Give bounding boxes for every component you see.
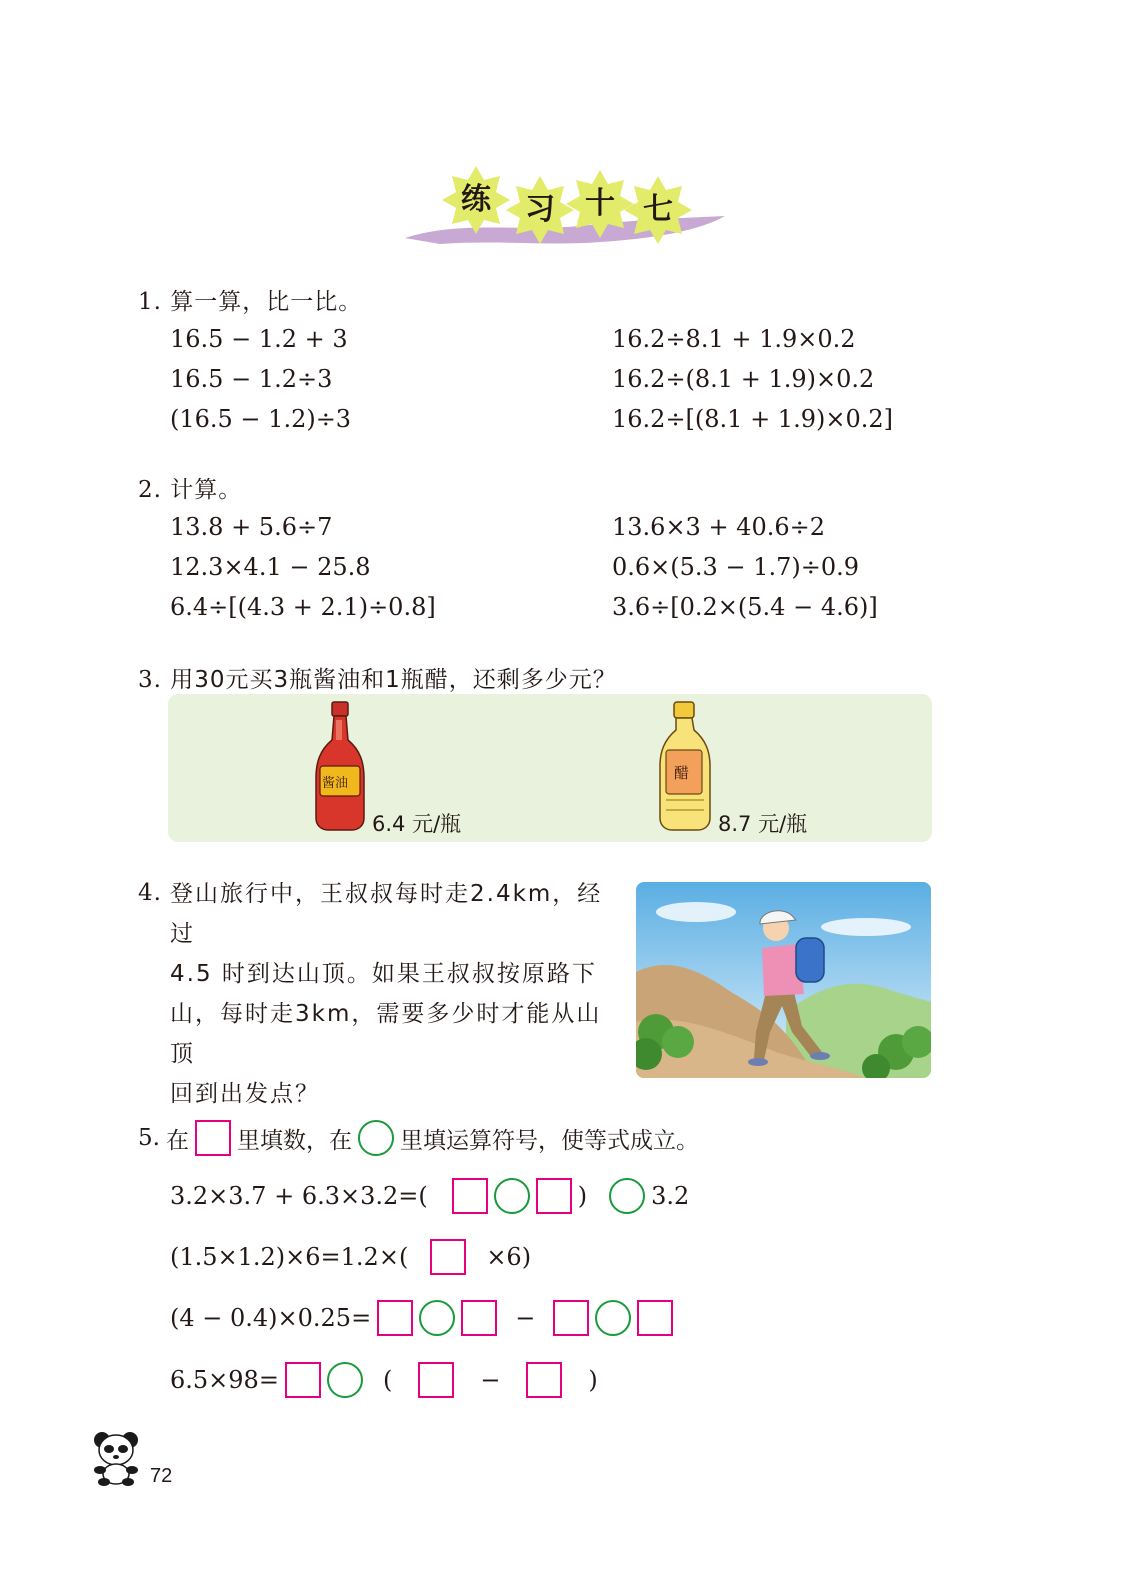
number-box[interactable] — [461, 1300, 497, 1336]
number-box[interactable] — [285, 1362, 321, 1398]
page-number: 72 — [150, 1465, 173, 1487]
operator-circle[interactable] — [595, 1300, 631, 1336]
q5-row4-close: ) — [588, 1366, 598, 1394]
number-box-legend — [195, 1120, 231, 1156]
soy-sauce-bottle-icon — [312, 700, 368, 832]
q2-left-3: 6.4÷[(4.3 + 2.1)÷0.8] — [170, 593, 436, 621]
q4-line-3: 山，每时走3km，需要多少时才能从山顶 — [170, 1001, 602, 1067]
q1-right-3: 16.2÷[(8.1 + 1.9)×0.2] — [612, 405, 893, 433]
q2-left-1: 13.8 + 5.6÷7 — [170, 513, 333, 541]
q2-number: 2. — [138, 477, 162, 503]
q3-heading — [138, 661, 617, 694]
number-box[interactable] — [452, 1178, 488, 1214]
hiker-illustration — [636, 882, 931, 1078]
q5-row3-minus: − — [515, 1304, 536, 1332]
operator-circle[interactable] — [609, 1178, 645, 1214]
q5-heading — [138, 1120, 699, 1156]
title-char-3: 十 — [585, 186, 615, 221]
q1-prompt: 算一算，比一比。 — [170, 289, 363, 315]
q1-heading — [138, 283, 362, 316]
soy-sauce-price: 6.4 元/瓶 — [372, 812, 462, 836]
q2-right-3: 3.6÷[0.2×(5.4 − 4.6)] — [612, 593, 878, 621]
vinegar-label: 醋 — [674, 764, 690, 782]
number-box[interactable] — [377, 1300, 413, 1336]
q2-heading — [138, 471, 242, 504]
q4-number: 4. — [138, 880, 162, 906]
q5-row4-lhs: 6.5×98= — [170, 1366, 279, 1394]
panda-icon — [90, 1428, 142, 1486]
operator-circle[interactable] — [494, 1178, 530, 1214]
q5-row4-minus: − — [480, 1366, 501, 1394]
number-box[interactable] — [418, 1362, 454, 1398]
q5-prompt-c: 里填运算符号，使等式成立。 — [399, 1127, 699, 1154]
q5-row-1 — [170, 1178, 689, 1214]
q5-row1-lhs: 3.2×3.7 + 6.3×3.2=( — [170, 1182, 428, 1210]
operator-circle[interactable] — [419, 1300, 455, 1336]
title-char-1: 练 — [461, 182, 491, 217]
q2-left-2: 12.3×4.1 − 25.8 — [170, 553, 371, 581]
number-box[interactable] — [430, 1239, 466, 1275]
operator-circle-legend — [358, 1120, 394, 1156]
operator-circle[interactable] — [327, 1362, 363, 1398]
number-box[interactable] — [637, 1300, 673, 1336]
q4-line-4: 回到出发点？ — [170, 1081, 320, 1107]
q1-number: 1. — [138, 289, 162, 315]
q5-row2-tail: ×6) — [486, 1243, 532, 1271]
q3-panel — [168, 694, 932, 842]
q4-text — [170, 874, 620, 1114]
q1-right-1: 16.2÷8.1 + 1.9×0.2 — [612, 325, 856, 353]
title-char-2: 习 — [525, 192, 555, 227]
q5-row2-lhs: (1.5×1.2)×6=1.2×( — [170, 1243, 409, 1271]
q3-prompt: 用30元买3瓶酱油和1瓶醋，还剩多少元？ — [170, 667, 617, 693]
q2-right-2: 0.6×(5.3 − 1.7)÷0.9 — [612, 553, 859, 581]
q5-number: 5. — [138, 1125, 160, 1151]
q1-left-1: 16.5 − 1.2 + 3 — [170, 325, 348, 353]
q5-row3-lhs: (4 − 0.4)×0.25= — [170, 1304, 372, 1332]
q5-row-3 — [170, 1300, 673, 1336]
q5-row1-tail: 3.2 — [651, 1182, 690, 1210]
q1-left-2: 16.5 − 1.2÷3 — [170, 365, 333, 393]
vinegar-price: 8.7 元/瓶 — [718, 812, 808, 836]
q1-left-3: (16.5 − 1.2)÷3 — [170, 405, 352, 433]
q5-row4-open: ( — [382, 1366, 393, 1394]
q2-right-1: 13.6×3 + 40.6÷2 — [612, 513, 825, 541]
q3-number: 3. — [138, 667, 162, 693]
number-box[interactable] — [526, 1362, 562, 1398]
q5-row-4 — [170, 1362, 598, 1398]
q5-prompt-a: 在 — [165, 1127, 189, 1154]
q4-line-2: 4.5 时到达山顶。如果王叔叔按原路下 — [170, 961, 597, 987]
title-char-4: 七 — [643, 192, 673, 227]
q1-right-2: 16.2÷(8.1 + 1.9)×0.2 — [612, 365, 875, 393]
section-title — [400, 160, 730, 260]
q5-prompt-b: 里填数，在 — [236, 1127, 352, 1154]
q5-row1-close: ) — [577, 1182, 588, 1210]
q2-prompt: 计算。 — [170, 477, 243, 503]
q5-row-2 — [170, 1239, 531, 1275]
number-box[interactable] — [536, 1178, 572, 1214]
number-box[interactable] — [553, 1300, 589, 1336]
soy-sauce-label: 酱油 — [322, 776, 349, 791]
q4-line-1: 登山旅行中，王叔叔每时走2.4km，经过 — [170, 881, 603, 947]
